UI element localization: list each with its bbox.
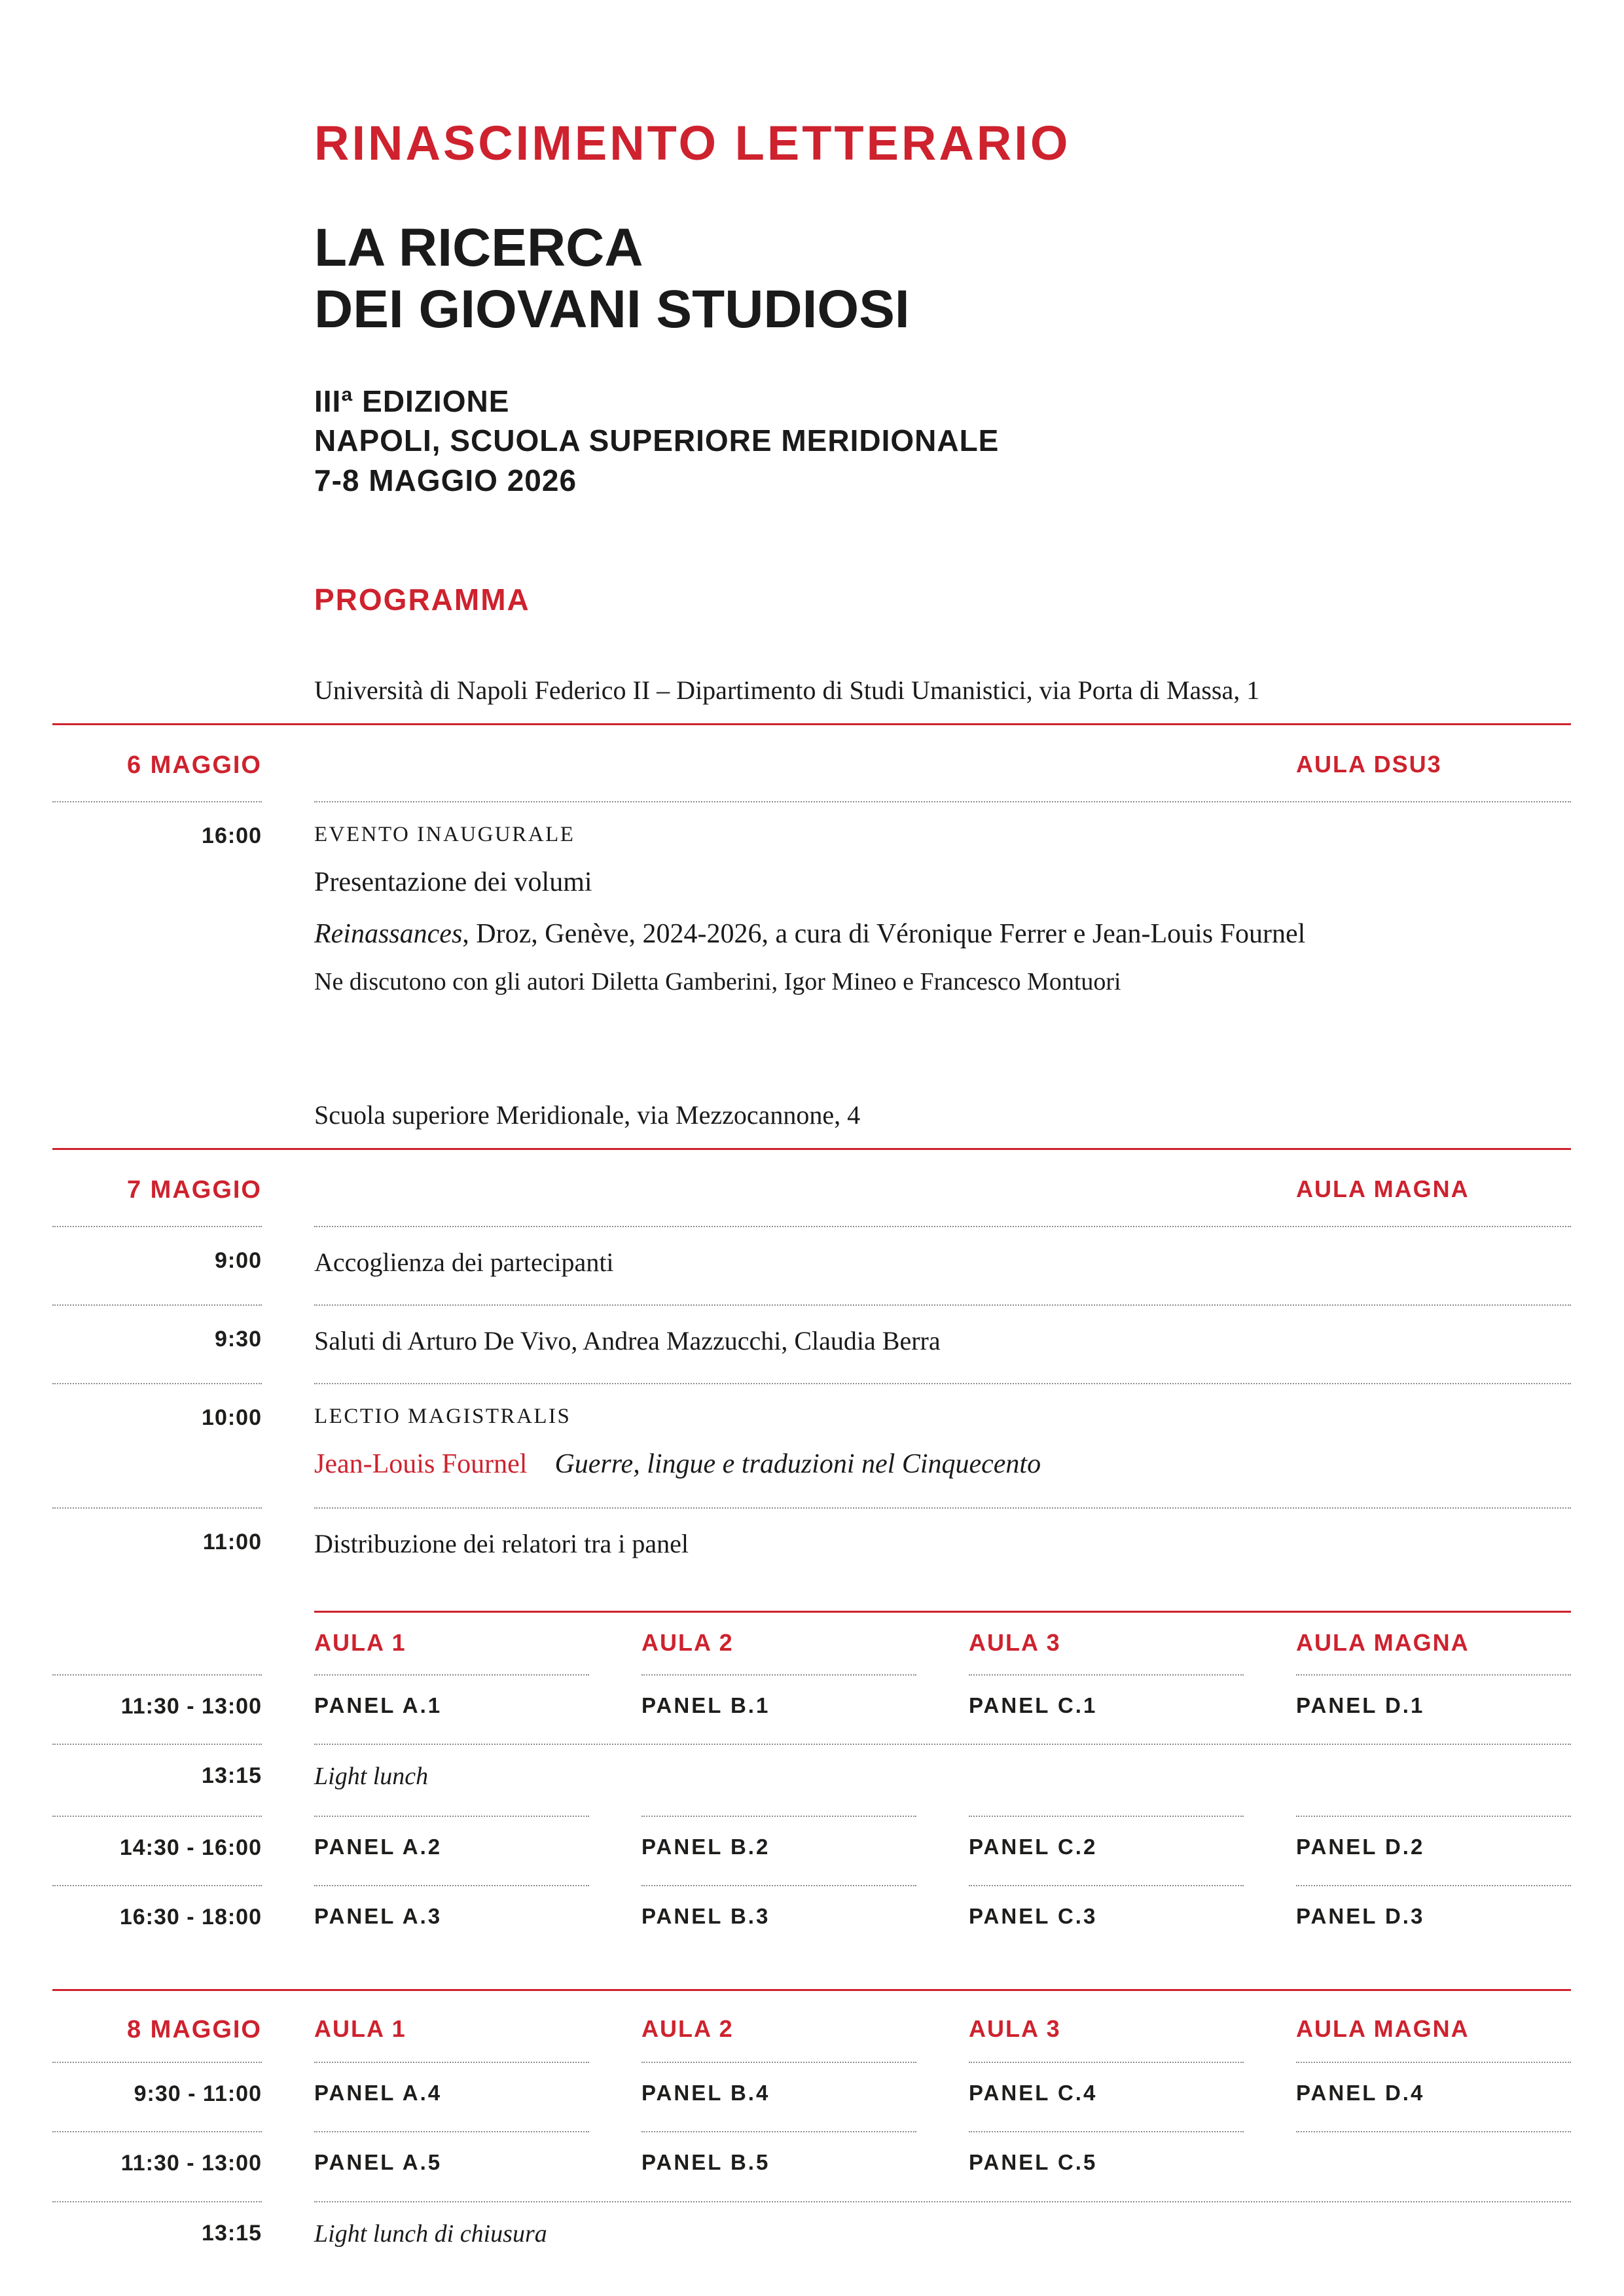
event-time: 16:00 bbox=[202, 823, 262, 848]
schedule-row bbox=[52, 1509, 1571, 1586]
row-time: 13:15 bbox=[202, 2220, 262, 2246]
talk-title: Guerre, lingue e traduzioni nel Cinquecento bbox=[554, 1449, 1041, 1480]
day2-room: AULA MAGNA bbox=[1296, 1175, 1470, 1202]
row-time: 9:30 bbox=[214, 1326, 262, 1352]
row-time: 9:30 - 11:00 bbox=[134, 2081, 262, 2106]
panel-cell: PANEL B.1 bbox=[641, 1693, 770, 1717]
aula-header-3: AULA 3 bbox=[969, 2015, 1061, 2042]
panel-cell: PANEL C.4 bbox=[969, 2080, 1098, 2105]
day1-room: AULA DSU3 bbox=[1296, 750, 1442, 778]
panel-cell: PANEL A.2 bbox=[314, 1834, 442, 1859]
section-day2 bbox=[52, 1100, 1571, 1955]
event-title: Presentazione dei volumi bbox=[314, 867, 592, 898]
day2-venue: Scuola superiore Meridionale, via Mezzocannone, 4 bbox=[314, 1100, 861, 1130]
aula-header-4: AULA MAGNA bbox=[1296, 2015, 1470, 2042]
panel-cell: PANEL D.2 bbox=[1296, 1834, 1425, 1859]
panel-cell: PANEL A.1 bbox=[314, 1693, 442, 1717]
lunch-label: Light lunch bbox=[314, 1763, 429, 1791]
row-time: 11:00 bbox=[202, 1529, 262, 1554]
day1-date-row bbox=[52, 725, 1571, 801]
event-book-line bbox=[314, 918, 1571, 950]
panel-row bbox=[52, 2132, 1571, 2201]
aula-header-3: AULA 3 bbox=[969, 1628, 1061, 1656]
row-text: Distribuzione dei relatori tra i panel bbox=[314, 1528, 689, 1558]
row-time: 13:15 bbox=[202, 1763, 262, 1789]
row-time: 16:30 - 18:00 bbox=[119, 1905, 262, 1930]
lectio-row bbox=[52, 1384, 1571, 1507]
row-time: 11:30 - 13:00 bbox=[120, 1693, 262, 1719]
panel-row bbox=[52, 1676, 1571, 1744]
speaker-name: Jean-Louis Fournel bbox=[314, 1449, 528, 1480]
panel-cell: PANEL D.4 bbox=[1296, 2080, 1425, 2105]
dates-line: 7-8 MAGGIO 2026 bbox=[314, 463, 577, 498]
day2-date: 7 MAGGIO bbox=[126, 1175, 262, 1204]
panel-cell bbox=[1296, 2149, 1571, 2176]
panel-cell: PANEL A.4 bbox=[314, 2080, 442, 2105]
panel-cell: PANEL B.4 bbox=[641, 2080, 770, 2105]
lunch-row bbox=[52, 2202, 1571, 2273]
panel-cell: PANEL A.5 bbox=[314, 2150, 442, 2175]
aula-header-2: AULA 2 bbox=[641, 2015, 734, 2042]
schedule-row bbox=[52, 1306, 1571, 1383]
panel-row bbox=[52, 1817, 1571, 1886]
event-kicker: EVENTO INAUGURALE bbox=[314, 822, 575, 846]
book-title: Reinassances bbox=[314, 918, 463, 949]
lunch-row bbox=[52, 1745, 1571, 1816]
panel-cell: PANEL A.3 bbox=[314, 1904, 442, 1929]
day1-venue: Università di Napoli Federico II – Dipartimento di Studi Umanistici, via Porta di Massa, 1 bbox=[314, 675, 1260, 705]
day1-event-row bbox=[52, 802, 1571, 1024]
panel-cell: PANEL C.2 bbox=[969, 1834, 1098, 1859]
aula-header-4: AULA MAGNA bbox=[1296, 1628, 1470, 1656]
section-day1 bbox=[52, 675, 1571, 1024]
day1-date: 6 MAGGIO bbox=[126, 751, 262, 779]
row-time: 11:30 - 13:00 bbox=[120, 2151, 262, 2176]
book-details: , Droz, Genève, 2024-2026, a cura di Véronique Ferrer e Jean-Louis Fournel bbox=[462, 918, 1306, 949]
row-text: Saluti di Arturo De Vivo, Andrea Mazzucchi, Claudia Berra bbox=[314, 1325, 941, 1355]
aula-header-1: AULA 1 bbox=[314, 1628, 406, 1656]
location-line: NAPOLI, SCUOLA SUPERIORE MERIDIONALE bbox=[314, 423, 1000, 458]
page-title-line1: LA RICERCA bbox=[314, 218, 643, 278]
panel-cell: PANEL C.3 bbox=[969, 1904, 1098, 1929]
section-day3 bbox=[52, 1989, 1571, 2273]
row-text: Accoglienza dei partecipanti bbox=[314, 1247, 614, 1277]
panel-row bbox=[52, 1886, 1571, 1955]
day2-aula-header-row bbox=[52, 1613, 1571, 1674]
schedule-row bbox=[52, 1227, 1571, 1304]
row-time: 9:00 bbox=[214, 1247, 262, 1273]
lectio-line bbox=[314, 1448, 1571, 1480]
event-discussants: Ne discutono con gli autori Diletta Gamberini, Igor Mineo e Francesco Montuori bbox=[314, 968, 1121, 996]
day2-date-row bbox=[52, 1150, 1571, 1226]
panel-cell: PANEL B.3 bbox=[641, 1904, 770, 1929]
panel-cell: PANEL B.5 bbox=[641, 2150, 770, 2175]
edition-subtitle bbox=[314, 382, 1571, 501]
day3-header-row bbox=[52, 1991, 1571, 2062]
lunch-label: Light lunch di chiusura bbox=[314, 2219, 547, 2248]
panel-cell: PANEL C.5 bbox=[969, 2150, 1098, 2175]
panel-cell: PANEL D.3 bbox=[1296, 1904, 1425, 1929]
panel-cell: PANEL B.2 bbox=[641, 1834, 770, 1859]
panel-cell: PANEL D.1 bbox=[1296, 1693, 1425, 1717]
row-time: 10:00 bbox=[202, 1405, 262, 1430]
masthead bbox=[314, 116, 1571, 617]
program-section-label: PROGRAMMA bbox=[314, 582, 530, 617]
day3-date: 8 MAGGIO bbox=[126, 2015, 262, 2043]
page-title bbox=[314, 217, 1571, 341]
row-time: 14:30 - 16:00 bbox=[119, 1835, 262, 1860]
lectio-kicker: LECTIO MAGISTRALIS bbox=[314, 1404, 571, 1428]
panel-row bbox=[52, 2063, 1571, 2132]
aula-header-2: AULA 2 bbox=[641, 1628, 734, 1656]
page-title-line2: DEI GIOVANI STUDIOSI bbox=[314, 279, 910, 340]
edition-line: IIIª EDIZIONE bbox=[314, 384, 510, 418]
panel-cell: PANEL C.1 bbox=[969, 1693, 1098, 1717]
aula-header-1: AULA 1 bbox=[314, 2015, 406, 2042]
event-series-title: RINASCIMENTO LETTERARIO bbox=[314, 116, 1071, 170]
